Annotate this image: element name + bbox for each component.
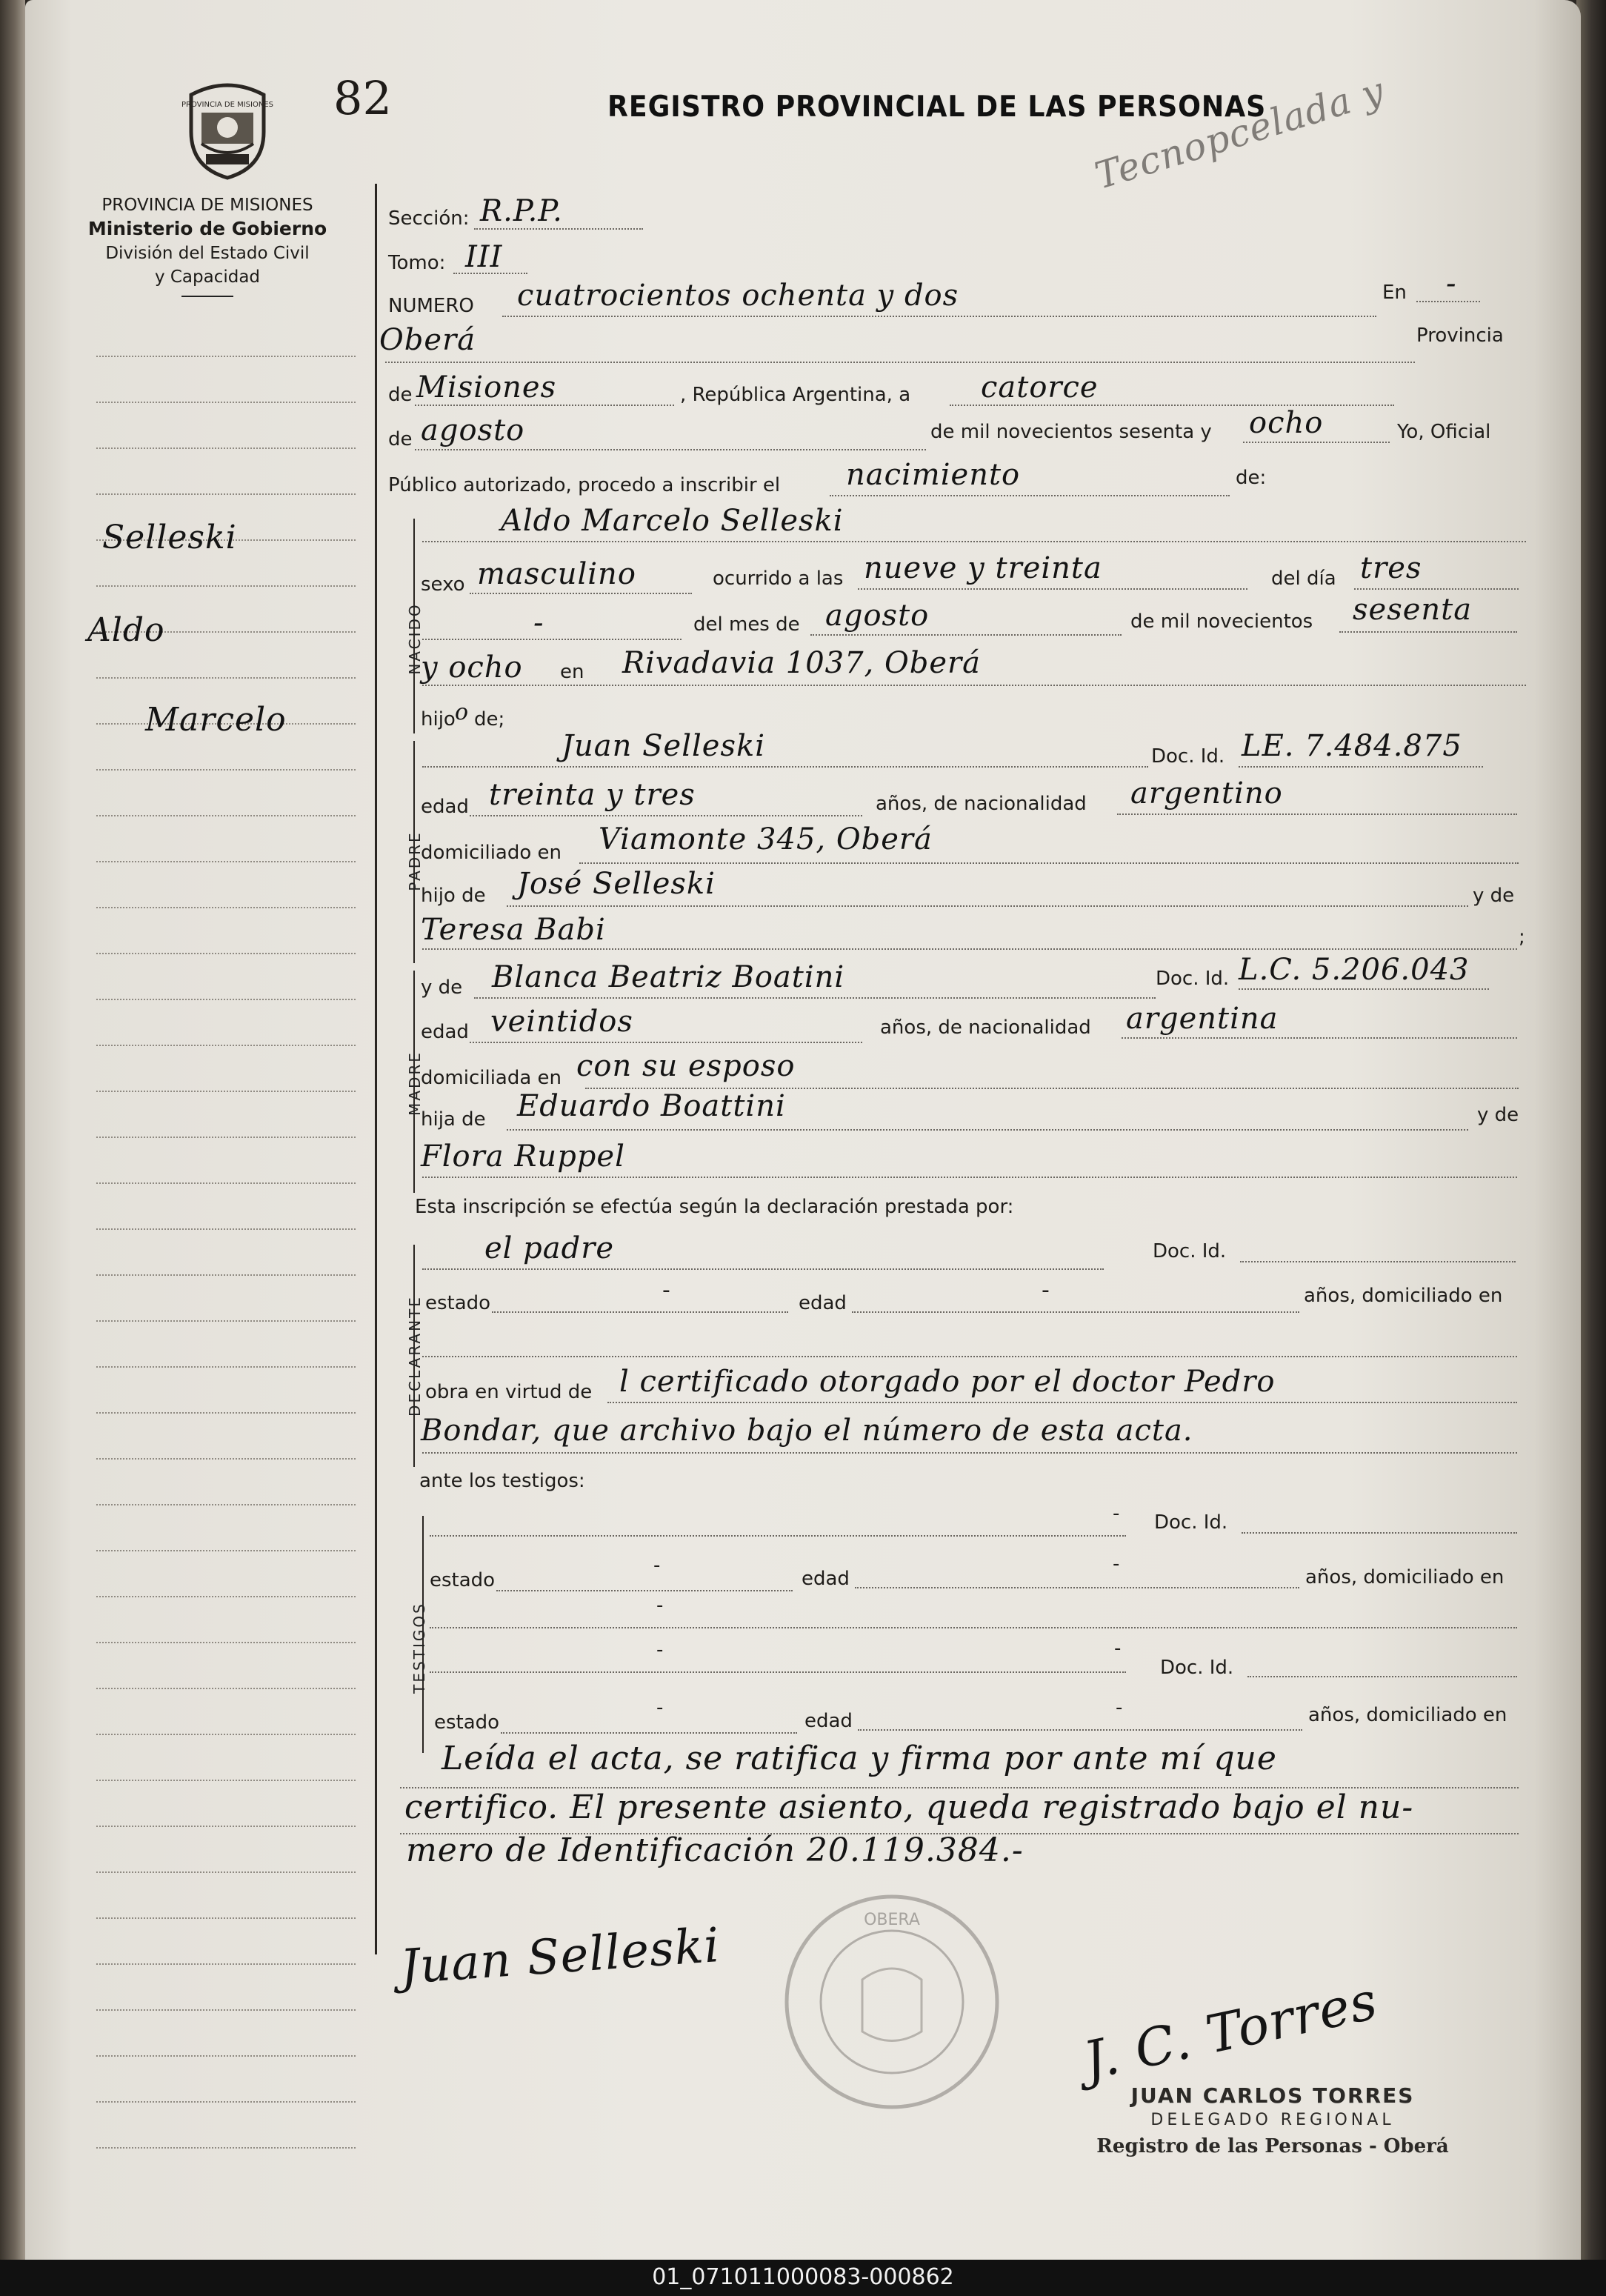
en-label: En: [1382, 282, 1407, 304]
declaracion-intro-label: Esta inscripción se efectúa según la declaración prestada por:: [415, 1196, 1014, 1218]
institution-division: División del Estado Civil: [105, 244, 310, 263]
padre-edad-label: edad: [421, 796, 469, 818]
closing-line-1: Leída el acta, se ratifica y firma por ante mí que: [442, 1740, 1277, 1777]
padre-hijo-de-label: hijo de: [421, 885, 486, 907]
margin-rule-line: [96, 1320, 356, 1322]
margin-rule-line: [96, 1137, 356, 1138]
page-number: 82: [333, 71, 392, 125]
madre-name-value: Blanca Beatriz Boatini: [492, 960, 845, 994]
margin-rule-line: [96, 1642, 356, 1643]
republica-label: , República Argentina, a: [680, 384, 911, 406]
padre-madre-value: Teresa Babi: [421, 913, 606, 947]
mes-value: agosto: [825, 599, 930, 633]
margin-rule-line: [96, 402, 356, 403]
madre-y-de-label: y de: [421, 976, 463, 999]
declarante-name-value: el padre: [484, 1231, 615, 1265]
del-dia-label: del día: [1271, 568, 1336, 590]
margin-surname: Selleski: [102, 519, 237, 556]
sexo-value: masculino: [477, 557, 636, 591]
sexo-label: sexo: [421, 573, 465, 596]
madre-hija-de-label: hija de: [421, 1108, 486, 1131]
margin-rule-line: [96, 1826, 356, 1827]
madre-doc-value: L.C. 5.206.043: [1239, 953, 1470, 987]
madre-nacionalidad-value: argentina: [1126, 1002, 1279, 1036]
margin-rule-line: [96, 1274, 356, 1276]
de3-label: de:: [1236, 467, 1267, 489]
official-role: DELEGADO REGIONAL: [1150, 2111, 1395, 2129]
margin-rule-line: [96, 677, 356, 679]
margin-rule-line: [96, 1734, 356, 1735]
publico-label: Público autorizado, procedo a inscribir el: [388, 474, 781, 496]
de2-label: de: [388, 428, 413, 450]
hijo-label: hijo: [421, 708, 456, 731]
margin-rule-line: [96, 1182, 356, 1184]
margin-rule-line: [96, 1366, 356, 1368]
madre-y-de2-label: y de: [1477, 1104, 1519, 1126]
margin-rule-line: [96, 1550, 356, 1551]
ante-testigos-label: ante los testigos:: [419, 1470, 585, 1492]
declarante-edad-label: edad: [799, 1292, 847, 1314]
testigo2-name-dash-right: -: [1114, 1637, 1122, 1660]
margin-rule-line: [96, 2009, 356, 2011]
hijo-de-label: de;: [474, 708, 505, 731]
declarante-label: DECLARANTE: [406, 1295, 424, 1417]
ocurrido-label: ocurrido a las: [713, 568, 844, 590]
province-value: Misiones: [416, 370, 557, 405]
testigo2-doc-label: Doc. Id.: [1160, 1657, 1234, 1679]
padre-doc-label: Doc. Id.: [1151, 745, 1225, 768]
margin-rule-line: [96, 1596, 356, 1597]
margin-rule-line: [96, 1780, 356, 1781]
margin-rule-line: [96, 815, 356, 816]
padre-label: PADRE: [406, 831, 424, 891]
testigo2-estado-label: estado: [434, 1711, 500, 1734]
month-value: agosto: [421, 413, 525, 447]
margin-rule-line: [96, 356, 356, 357]
day-value: catorce: [981, 370, 1099, 405]
padre-y-de-label: y de: [1473, 885, 1515, 907]
lugar-en-label: en: [560, 661, 584, 683]
margin-rule-line: [96, 1045, 356, 1046]
obra-label: obra en virtud de: [425, 1381, 593, 1403]
institution-capacity: y Capacidad: [154, 267, 261, 287]
testigo1-doc-label: Doc. Id.: [1154, 1511, 1228, 1534]
madre-doc-label: Doc. Id.: [1156, 968, 1230, 990]
testigo1-domicilio-label: años, domiciliado en: [1305, 1566, 1505, 1588]
declarant-signature: Juan Selleski: [398, 1918, 722, 1995]
padre-edad-value: treinta y tres: [489, 778, 696, 812]
testigo2-edad-label: edad: [804, 1710, 853, 1732]
madre-domicilio-label: domiciliada en: [421, 1067, 562, 1089]
madre-label: MADRE: [406, 1051, 424, 1116]
seccion-label: Sección:: [388, 207, 470, 230]
obra-continuation: Bondar, que archivo bajo el número de esta acta.: [421, 1414, 1193, 1448]
tomo-label: Tomo:: [388, 252, 446, 274]
madre-nacionalidad-label: años, de nacionalidad: [880, 1016, 1091, 1039]
margin-rule-line: [96, 1504, 356, 1505]
mes-label: del mes de: [693, 613, 800, 636]
margin-middle-name: Marcelo: [145, 701, 287, 739]
seccion-value: R.P.P.: [480, 194, 563, 228]
anio-value: sesenta: [1353, 593, 1473, 627]
margin-rule-line: [96, 1688, 356, 1689]
testigo1-edad-label: edad: [802, 1568, 850, 1590]
margin-annotation: Tecnopcelada y: [1090, 68, 1390, 198]
margin-rule-line: [96, 1963, 356, 1965]
nacido-name-value: Aldo Marcelo Selleski: [501, 504, 844, 538]
anio-continuation: y ocho: [421, 650, 523, 685]
margin-rule-line: [96, 861, 356, 862]
svg-text:PROVINCIA DE MISIONES: PROVINCIA DE MISIONES: [181, 101, 273, 109]
margin-rule-line: [96, 999, 356, 1000]
numero-value: cuatrocientos ochenta y dos: [517, 279, 959, 313]
book-binding: [0, 0, 25, 2260]
declarante-estado-value: -: [662, 1277, 670, 1303]
padre-nacionalidad-label: años, de nacionalidad: [876, 793, 1087, 815]
padre-nacionalidad-value: argentino: [1130, 776, 1283, 811]
provincia-label: Provincia: [1416, 325, 1504, 347]
dia-value: tres: [1360, 551, 1422, 585]
hora-value: nueve y treinta: [864, 551, 1102, 585]
testigo1-name-dash: -: [1113, 1503, 1120, 1525]
padre-doc-value: LE. 7.484.875: [1242, 729, 1462, 763]
register-title: REGISTRO PROVINCIAL DE LAS PERSONAS: [607, 90, 1267, 124]
padre-semicolon: ;: [1519, 926, 1525, 948]
margin-rule-line: [96, 1091, 356, 1092]
testigo2-estado-value: -: [656, 1697, 664, 1719]
margin-first-name: Aldo: [87, 611, 165, 649]
mil-label: de mil novecientos sesenta y: [930, 421, 1212, 443]
madre-edad-label: edad: [421, 1021, 469, 1043]
svg-text:OBERA: OBERA: [864, 1911, 920, 1929]
margin-rule-line: [96, 769, 356, 771]
year-value: ocho: [1249, 406, 1324, 440]
margin-rule-line: [96, 2101, 356, 2103]
margin-rule-line: [96, 585, 356, 587]
official-stamp-block: [1095, 2083, 1450, 2157]
margin-rule-line: [96, 1458, 356, 1460]
madre-madre-value: Flora Ruppel: [421, 1139, 625, 1174]
margin-rule-line: [96, 493, 356, 495]
margin-rule-line: [96, 2055, 356, 2057]
padre-name-value: Juan Selleski: [562, 729, 766, 763]
institution-province: PROVINCIA DE MISIONES: [101, 196, 313, 215]
testigo2-domicilio-label: años, domiciliado en: [1308, 1704, 1507, 1726]
closing-line-3: mero de Identificación 20.119.384.-: [406, 1831, 1024, 1869]
margin-rule-line: [96, 907, 356, 908]
margin-divider: [375, 184, 377, 1954]
testigo1-domicilio-value: -: [656, 1594, 664, 1617]
declarante-doc-label: Doc. Id.: [1153, 1240, 1227, 1262]
dia-continuation: -: [533, 606, 544, 640]
testigo1-estado-label: estado: [430, 1569, 496, 1591]
en-value: -: [1446, 267, 1457, 301]
de-label: de: [388, 384, 413, 406]
coat-of-arms-seal: [176, 80, 279, 181]
testigo1-estado-value: -: [653, 1554, 661, 1577]
page-edge: [1576, 0, 1606, 2260]
institution-block: [74, 196, 341, 297]
official-name: JUAN CARLOS TORRES: [1130, 2083, 1415, 2108]
closing-line-2: certifico. El presente asiento, queda registrado bajo el nu-: [404, 1788, 1414, 1826]
oficial-label: Yo, Oficial: [1397, 421, 1491, 443]
file-code: 01_071011000083-000862: [652, 2264, 954, 2290]
margin-rule-line: [96, 1917, 356, 1919]
testigo2-name-dash: -: [656, 1639, 664, 1661]
declarante-estado-label: estado: [425, 1292, 491, 1314]
margin-rule-line: [96, 2147, 356, 2149]
lugar-value: Rivadavia 1037, Oberá: [622, 646, 982, 680]
padre-domicilio-label: domiciliado en: [421, 842, 562, 864]
padre-domicilio-value: Viamonte 345, Oberá: [599, 822, 933, 856]
obra-value: l certificado otorgado por el doctor Pedro: [619, 1365, 1276, 1399]
institution-ministry: Ministerio de Gobierno: [87, 218, 327, 239]
testigo2-edad-value: -: [1116, 1697, 1123, 1719]
madre-edad-value: veintidos: [490, 1005, 633, 1039]
margin-rule-line: [96, 953, 356, 954]
place-value: Oberá: [379, 323, 476, 357]
tomo-value: III: [465, 240, 503, 274]
official-signature: J. C. Torres: [1078, 1970, 1383, 2092]
official-office: Registro de las Personas - Oberá: [1096, 2135, 1449, 2157]
act-value: nacimiento: [846, 458, 1021, 492]
margin-rule-line: [96, 1228, 356, 1230]
margin-rule-line: [96, 1871, 356, 1873]
madre-domicilio-value: con su esposo: [576, 1049, 796, 1083]
mil-novecientos-label: de mil novecientos: [1130, 610, 1313, 633]
testigos-label: TESTIGOS: [410, 1602, 428, 1694]
declarante-domicilio-label: años, domiciliado en: [1304, 1285, 1503, 1307]
testigo1-edad-value: -: [1113, 1553, 1120, 1575]
madre-padre-value: Eduardo Boattini: [517, 1089, 786, 1123]
padre-padre-value: José Selleski: [517, 867, 716, 901]
declarante-edad-value: -: [1042, 1277, 1050, 1303]
numero-label: NUMERO: [388, 295, 474, 317]
nacido-label: NACIDO: [406, 602, 424, 675]
hijo-value: o: [455, 699, 470, 725]
round-official-stamp: [781, 1891, 1003, 2113]
margin-rule-line: [96, 1412, 356, 1414]
margin-rule-line: [96, 447, 356, 449]
